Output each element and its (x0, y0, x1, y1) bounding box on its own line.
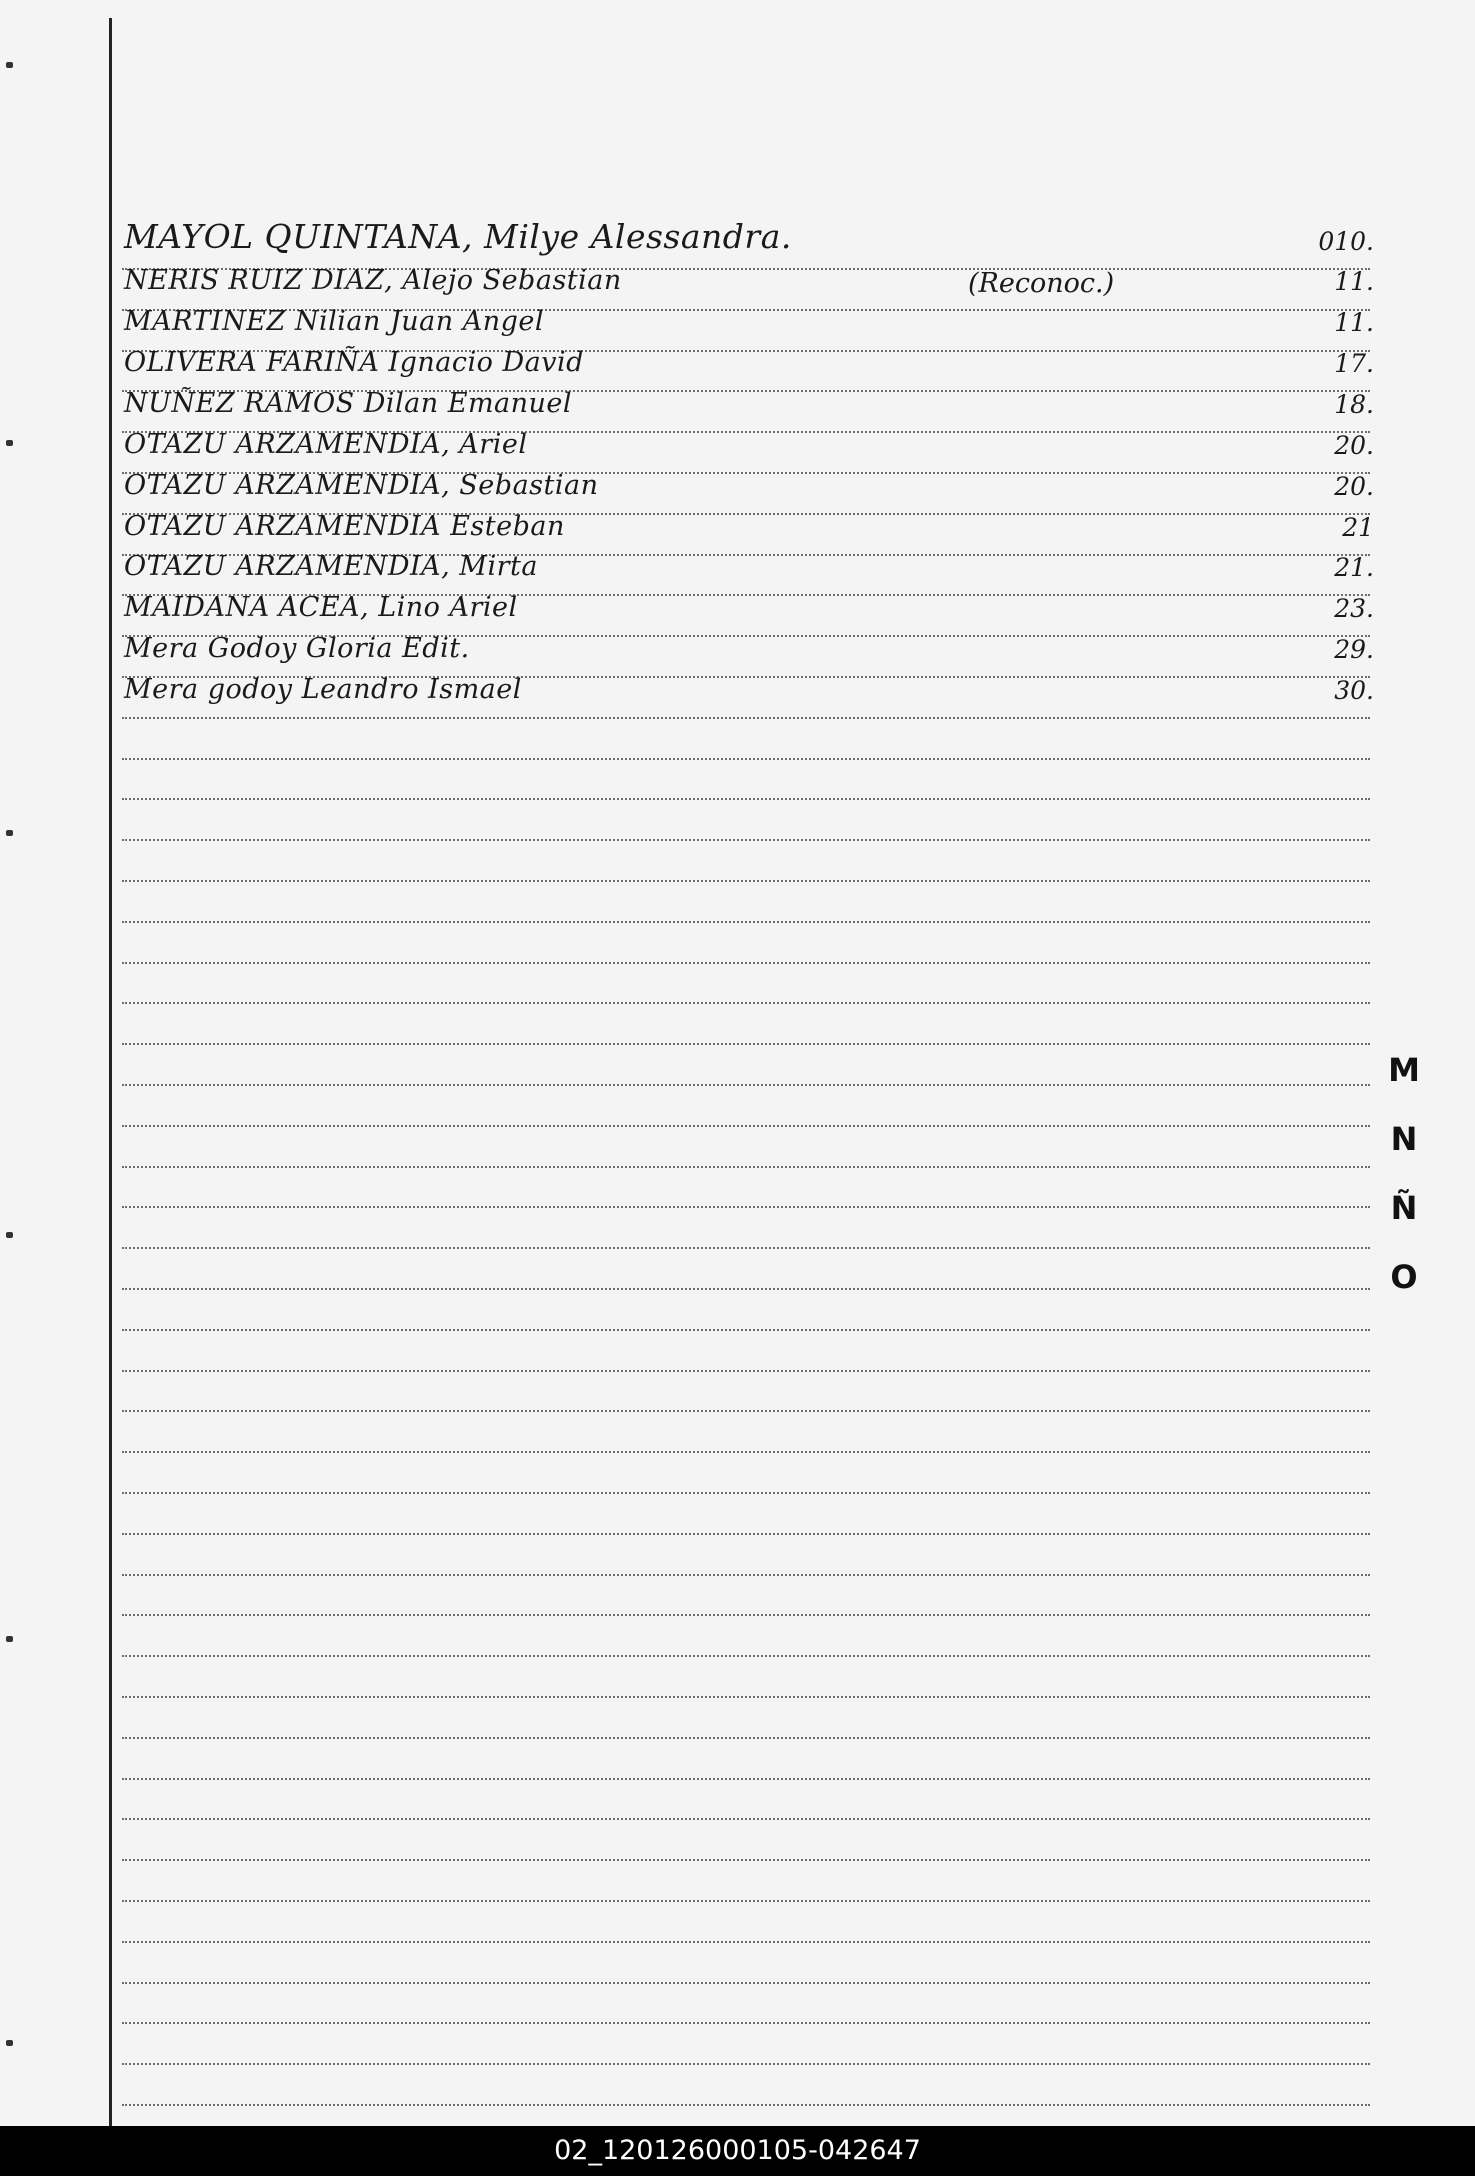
ruled-line (122, 758, 1370, 760)
entry-number: 21 (1342, 513, 1374, 542)
entry-name: MAYOL QUINTANA, Milye Alessandra. (124, 217, 792, 256)
recognition-note: (Reconoc.) (968, 268, 1115, 299)
entry-name: Mera godoy Leandro Ismael (124, 674, 522, 705)
ruled-line (122, 1125, 1370, 1127)
entry-number: 17. (1334, 349, 1374, 378)
list-item (124, 463, 1374, 503)
ruled-line (122, 1900, 1370, 1902)
index-letter: O (1390, 1258, 1418, 1296)
ruled-line (122, 1206, 1370, 1208)
ruled-line (122, 880, 1370, 882)
entry-name: OTAZU ARZAMENDIA, Ariel (124, 429, 528, 460)
entry-number: 20. (1334, 431, 1374, 460)
binder-mark (6, 1232, 13, 1238)
ruled-line (122, 1288, 1370, 1290)
ruled-line (122, 1574, 1370, 1576)
alphabet-index (1384, 1050, 1424, 1326)
ruled-line (122, 1778, 1370, 1780)
list-item (124, 218, 1374, 258)
entry-name: MAIDANA ACEA, Lino Ariel (124, 592, 518, 623)
ruled-line (122, 1166, 1370, 1168)
ruled-line (122, 1941, 1370, 1943)
entry-number: 010. (1318, 227, 1374, 256)
binder-mark (6, 2040, 13, 2046)
ruled-line (122, 1329, 1370, 1331)
binder-mark (6, 440, 13, 446)
margin-line (109, 18, 112, 2126)
ruled-line (122, 1002, 1370, 1004)
ruled-line (122, 1084, 1370, 1086)
entry-number: 20. (1334, 472, 1374, 501)
ruled-line (122, 1859, 1370, 1861)
ruled-line (122, 1696, 1370, 1698)
ruled-line (122, 1655, 1370, 1657)
list-item (124, 340, 1374, 380)
list-item (124, 504, 1374, 544)
document-id: 02_120126000105-042647 (554, 2135, 921, 2166)
ruled-line (122, 1451, 1370, 1453)
ruled-line (122, 921, 1370, 923)
entry-name: OTAZU ARZAMENDIA, Mirta (124, 551, 538, 582)
ruled-line (122, 1533, 1370, 1535)
ruled-line (122, 1410, 1370, 1412)
ruled-line (122, 1247, 1370, 1249)
list-item (124, 544, 1374, 584)
entry-name: MARTINEZ Nilian Juan Angel (124, 306, 545, 337)
ruled-line (122, 839, 1370, 841)
entry-name: OTAZU ARZAMENDIA, Sebastian (124, 470, 599, 501)
ruled-line (122, 1614, 1370, 1616)
entry-name: NUÑEZ RAMOS Dilan Emanuel (124, 388, 573, 419)
index-letter: Ñ (1390, 1189, 1418, 1227)
ruled-line (122, 2063, 1370, 2065)
list-item (124, 299, 1374, 339)
ruled-line (122, 2022, 1370, 2024)
ruled-line (122, 1492, 1370, 1494)
entry-number: 29. (1334, 635, 1374, 664)
ruled-line (122, 2104, 1370, 2106)
entry-number: 11. (1334, 308, 1374, 337)
entry-number: 30. (1334, 676, 1374, 705)
ruled-line (122, 1737, 1370, 1739)
binder-mark (6, 62, 13, 68)
ruled-line (122, 1982, 1370, 1984)
index-letter: N (1390, 1120, 1418, 1158)
ruled-line (122, 717, 1370, 719)
ruled-line (122, 1043, 1370, 1045)
list-item (124, 381, 1374, 421)
entry-name: OTAZU ARZAMENDIA Esteban (124, 511, 565, 542)
entry-number: 11. (1334, 267, 1374, 296)
entry-name: NERIS RUIZ DIAZ, Alejo Sebastian (124, 265, 622, 296)
entry-number: 21. (1334, 553, 1374, 582)
list-item (124, 585, 1374, 625)
list-item (124, 667, 1374, 707)
ruled-line (122, 962, 1370, 964)
list-item (124, 258, 1374, 298)
ruled-line (122, 1818, 1370, 1820)
entry-number: 23. (1334, 594, 1374, 623)
list-item (124, 422, 1374, 462)
ruled-line (122, 1370, 1370, 1372)
index-letter: M (1388, 1051, 1420, 1089)
entry-name: Mera Godoy Gloria Edit. (124, 633, 470, 664)
ruled-line (122, 798, 1370, 800)
entry-number: 18. (1334, 390, 1374, 419)
binder-mark (6, 1636, 13, 1642)
document-id-bar (0, 2126, 1475, 2176)
list-item (124, 626, 1374, 666)
binder-mark (6, 830, 13, 836)
entry-name: OLIVERA FARIÑA Ignacio David (124, 347, 584, 378)
